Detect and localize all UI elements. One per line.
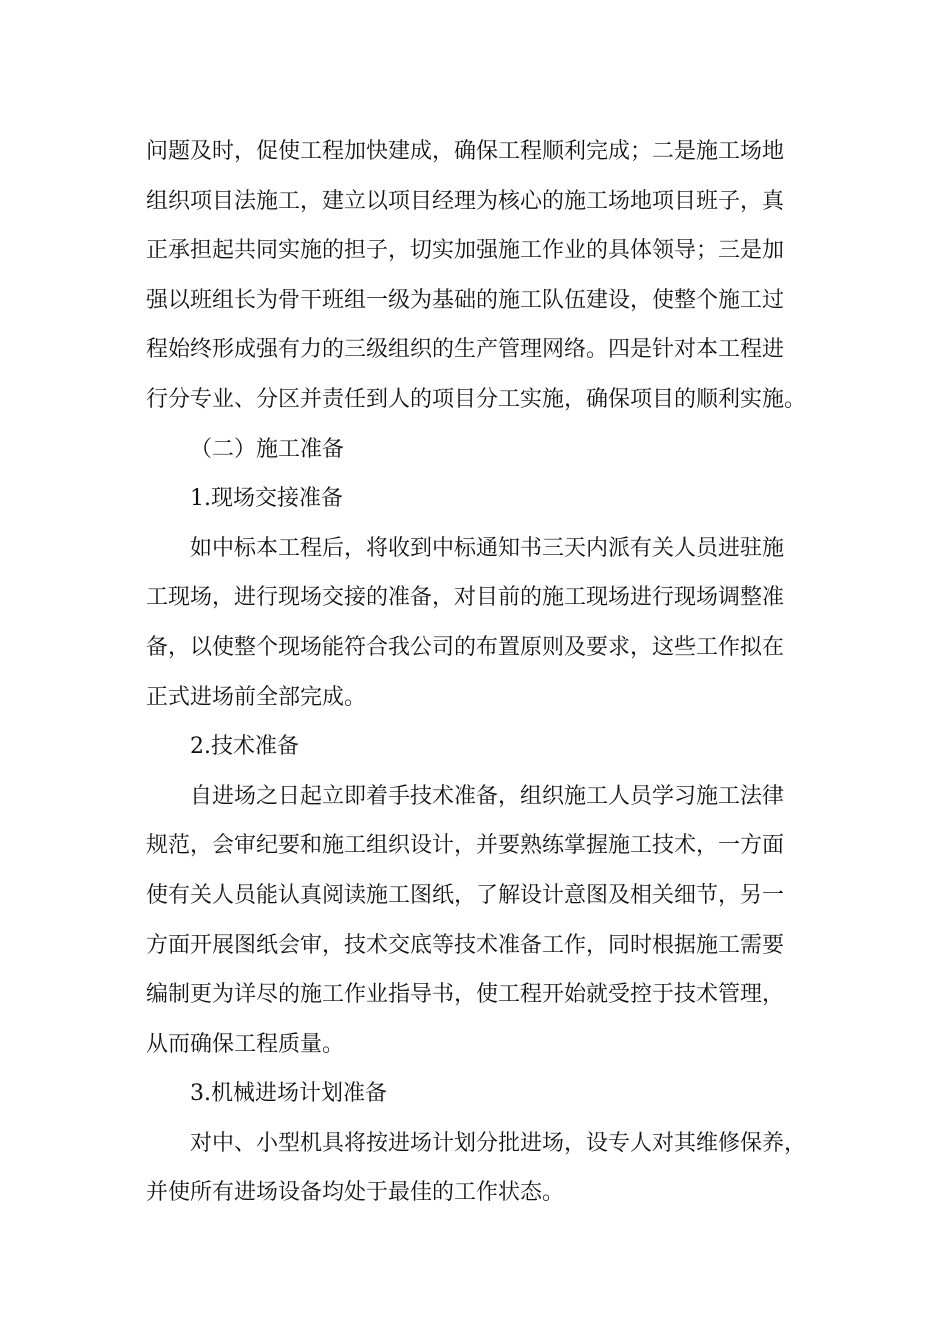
paragraph-line: 程始终形成强有力的三级组织的生产管理网络。四是针对本工程进 [146, 337, 785, 363]
paragraph-line: 方面开展图纸会审，技术交底等技术准备工作，同时根据施工需要 [146, 932, 785, 958]
paragraph-line: 使有关人员能认真阅读施工图纸，了解设计意图及相关细节，另一 [146, 882, 785, 908]
paragraph-line: 规范，会审纪要和施工组织设计，并要熟练掌握施工技术，一方面 [146, 833, 785, 859]
paragraph-line: 备，以使整个现场能符合我公司的布置原则及要求，这些工作拟在 [146, 634, 785, 660]
paragraph-line: 正式进场前全部完成。 [146, 684, 367, 710]
paragraph-line: 问题及时，促使工程加快建成，确保工程顺利完成；二是施工场地 [146, 139, 785, 164]
section-heading: （二）施工准备 [190, 436, 345, 462]
paragraph-line: 从而确保工程质量。 [146, 1031, 345, 1057]
subsection-heading: 2.技术准备 [190, 734, 299, 760]
paragraph-line: 对中、小型机具将按进场计划分批进场，设专人对其维修保养， [190, 1130, 807, 1156]
paragraph-line: 如中标本工程后，将收到中标通知书三天内派有关人员进驻施 [190, 535, 785, 561]
paragraph-line: 组织项目法施工，建立以项目经理为核心的施工场地项目班子，真 [146, 188, 785, 214]
subsection-heading: 1.现场交接准备 [190, 486, 343, 512]
paragraph-line: 自进场之日起立即着手技术准备，组织施工人员学习施工法律 [190, 783, 785, 809]
paragraph-line: 编制更为详尽的施工作业指导书，使工程开始就受控于技术管理， [146, 982, 785, 1008]
paragraph-line: 行分专业、分区并责任到人的项目分工实施，确保项目的顺利实施。 [146, 386, 807, 412]
document-body [146, 127, 810, 1218]
paragraph-line: 正承担起共同实施的担子，切实加强施工作业的具体领导；三是加 [146, 238, 785, 264]
paragraph-line: 工现场，进行现场交接的准备，对目前的施工现场进行现场调整准 [146, 585, 785, 611]
paragraph-line: 强以班组长为骨干班组一级为基础的施工队伍建设，使整个施工过 [146, 287, 785, 313]
subsection-heading: 3.机械进场计划准备 [190, 1081, 387, 1107]
paragraph-line: 并使所有进场设备均处于最佳的工作状态。 [146, 1180, 565, 1206]
